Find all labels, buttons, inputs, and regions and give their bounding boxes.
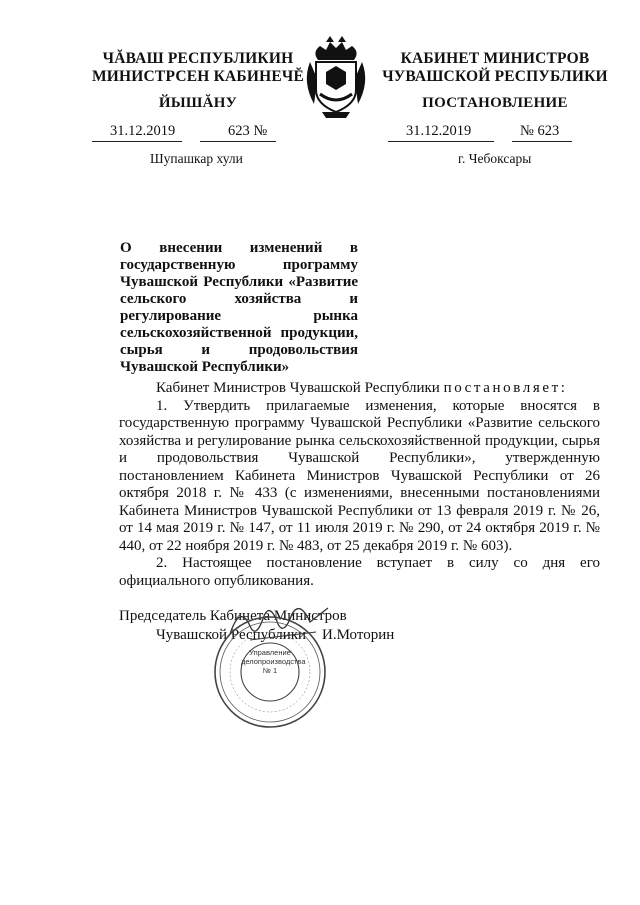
document-body	[119, 380, 600, 590]
header-right-date: 31.12.2019	[406, 123, 472, 139]
header-left-line1: ЧĂВАШ РЕСПУБЛИКИН	[102, 50, 294, 67]
coat-of-arms-icon	[296, 32, 376, 122]
header-left-date: 31.12.2019	[110, 123, 176, 139]
body-preamble	[119, 380, 600, 398]
header-left-number: 623 №	[228, 123, 268, 139]
header-right-title	[380, 50, 610, 86]
header-left-place: Шупашкар хули	[150, 151, 243, 166]
signature-name: И.Моторин	[322, 627, 395, 643]
header-left-date-field	[92, 124, 182, 142]
preamble-text: Кабинет Министров Чувашской Республики	[156, 380, 440, 396]
header-left-doc-type: ЙЫШĂНУ	[158, 95, 238, 111]
header-right-number-field	[512, 124, 572, 142]
preamble-verb: постановляет:	[443, 380, 568, 396]
stamp-line1: Управление	[249, 648, 291, 657]
header-right-doc-type: ПОСТАНОВЛЕНИЕ	[422, 95, 568, 111]
header-left-number-field	[200, 124, 276, 142]
body-item-2: 2. Настоящее постановление вступает в силу со дня его официального опубликования.	[119, 555, 600, 589]
stamp-line2: делопроизводства	[241, 657, 306, 666]
header-right-place: г. Чебоксары	[458, 151, 532, 166]
signature-title-line1: Председатель Кабинета Министров	[119, 608, 347, 624]
document-subject: О внесении изменений в государственную программу Чувашской Республики «Развитие сельского хозяйства и регулирование рынка сельскохозяйственной продукции, сырья и продовольствия Чувашской Республики»	[120, 240, 358, 375]
header-right-number: № 623	[520, 123, 560, 139]
official-stamp	[212, 614, 328, 730]
body-item-1: 1. Утвердить прилагаемые изменения, которые вносятся в государственную программу Чувашской Республики «Развитие сельского хозяйства и регулирование рынка сельскохозяйственной продукции, сырья и продовольствия Чувашской Республики», утвержденную постановлением Кабинета Министров Чувашской Республики от 26 октября 2018 г. № 433 (с изменениями, внесенными постановлениями Кабинета Министров Чувашской Республики от 13 февраля 2019 г. № 26, от 14 мая 2019 г. № 147, от 11 июля 2019 г. № 290, от 24 октября 2019 г. № 440, от 22 ноября 2019 г. № 483, от 25 декабря 2019 г. № 603).	[119, 397, 600, 554]
header-left-title	[88, 50, 308, 86]
header-right-line1: КАБИНЕТ МИНИСТРОВ	[400, 50, 590, 67]
header-right-date-field	[388, 124, 494, 142]
signature-title-line2: Чувашской Республики	[156, 627, 307, 643]
stamp-line3: № 1	[262, 666, 278, 675]
header-left-line2: МИНИСТРСЕН КАБИНЕЧĔ	[91, 68, 305, 85]
header-right-line2: ЧУВАШСКОЙ РЕСПУБЛИКИ	[382, 68, 608, 85]
